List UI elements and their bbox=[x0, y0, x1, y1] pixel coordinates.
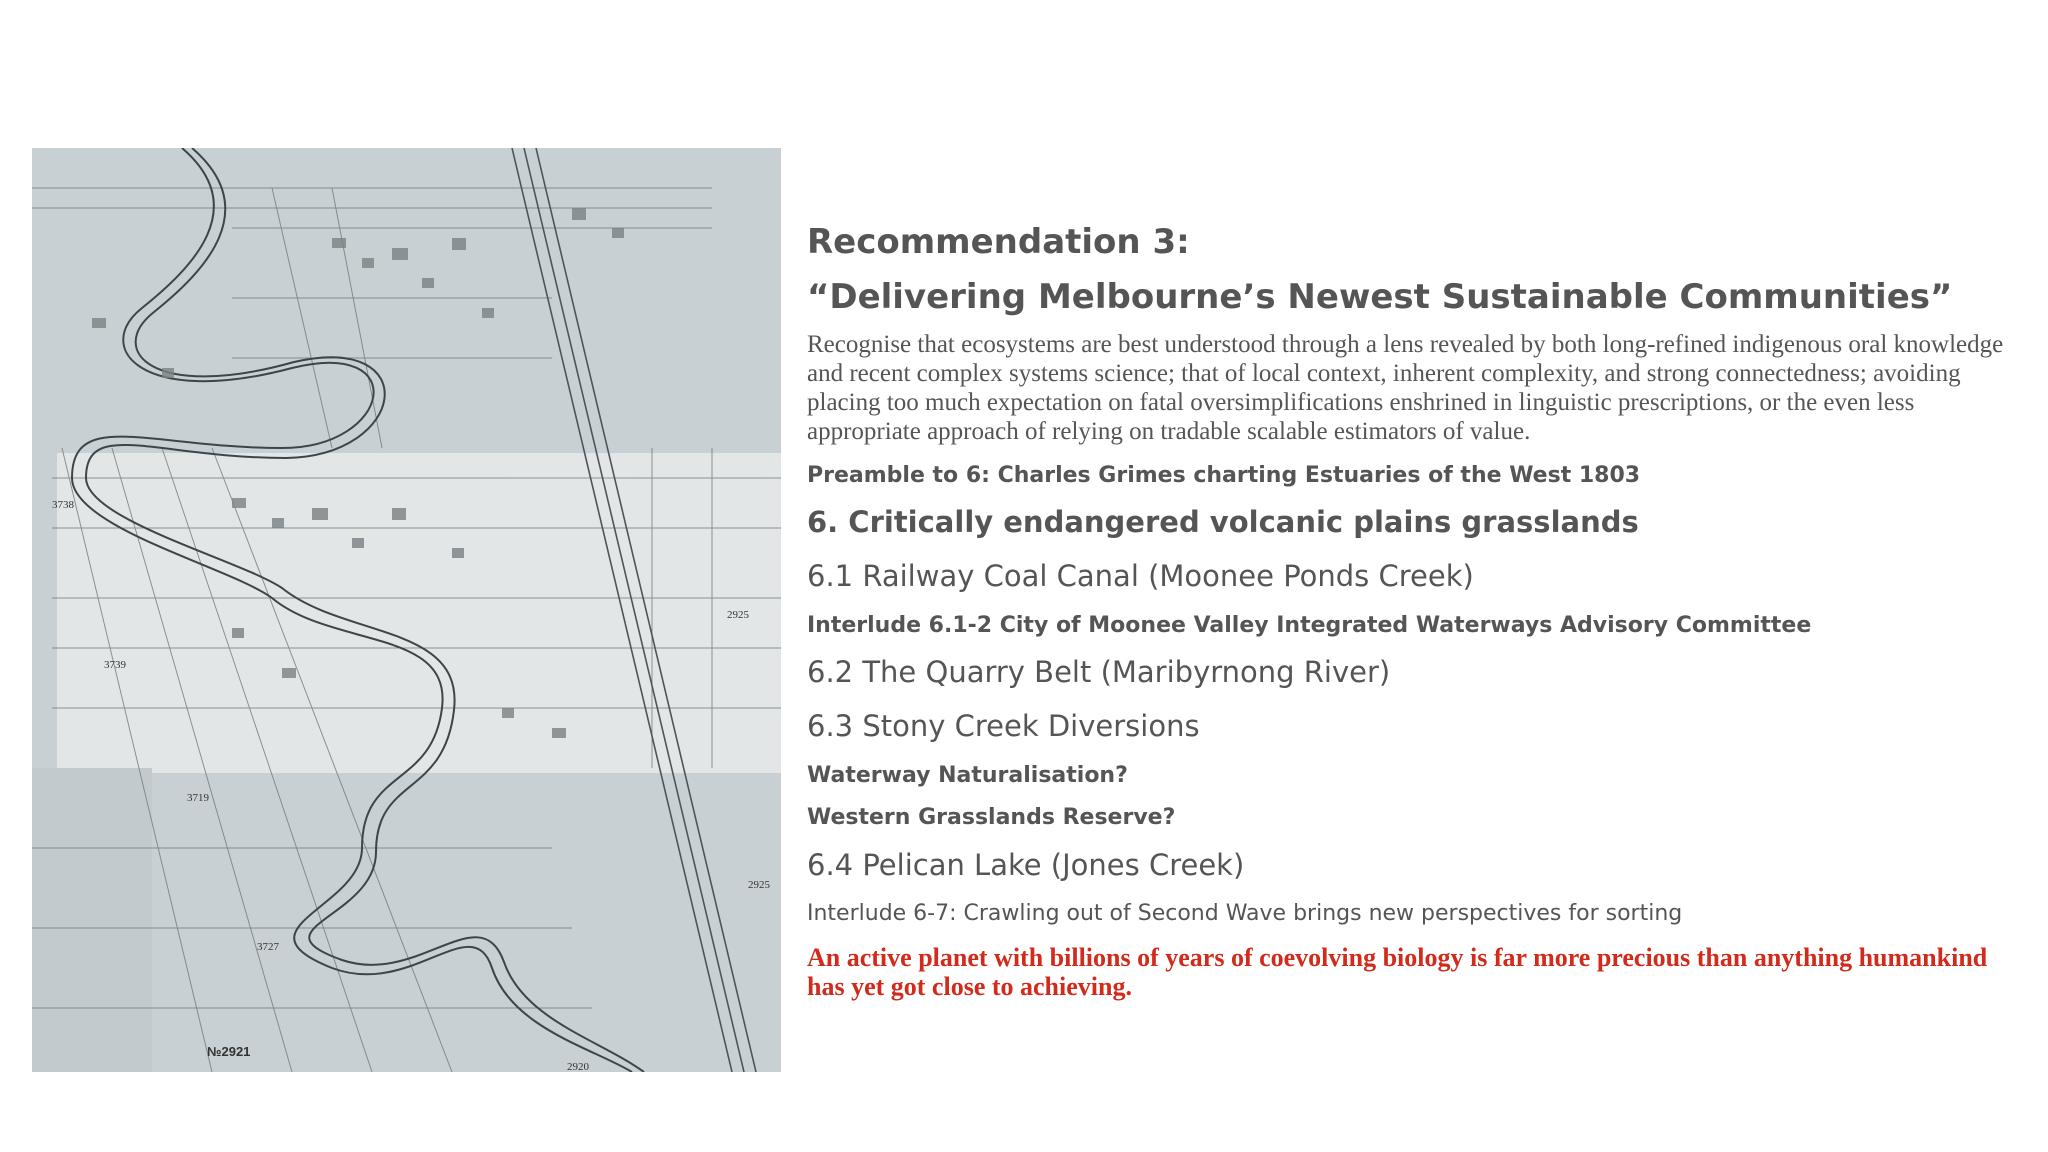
survey-map-drawing bbox=[32, 148, 781, 1072]
map-dark-overlay bbox=[32, 768, 152, 1072]
map-label: 2925 bbox=[727, 609, 749, 621]
toc-item-waterway-naturalisation: Waterway Naturalisation? bbox=[807, 762, 1128, 788]
map-label: 2925 bbox=[748, 879, 770, 891]
recommendation-subtitle: “Delivering Melbourne’s Newest Sustainable Communities” bbox=[807, 276, 1953, 317]
closing-statement: An active planet with billions of years of coevolving biology is far more precious than anything humankind has yet got close to achieving. bbox=[807, 943, 1988, 1001]
toc-item-interlude-6-7: Interlude 6-7: Crawling out of Second Wave brings new perspectives for sorting bbox=[807, 901, 1683, 927]
toc-item-preamble: Preamble to 6: Charles Grimes charting Estuaries of the West 1803 bbox=[807, 462, 1641, 488]
toc-item-western-grasslands: Western Grasslands Reserve? bbox=[807, 805, 1176, 831]
map-label: 3739 bbox=[104, 659, 126, 671]
toc-item-section-6-2: 6.2 The Quarry Belt (Maribyrnong River) bbox=[807, 655, 1391, 690]
map-label: №2921 bbox=[207, 1044, 251, 1059]
map-light-overlay bbox=[57, 453, 781, 773]
map-label: 3738 bbox=[52, 499, 74, 511]
toc-item-interlude-6-1-2: Interlude 6.1-2 City of Moonee Valley Integrated Waterways Advisory Committee bbox=[807, 612, 1812, 638]
recommendation-paragraph: Recognise that ecosystems are best understood through a lens revealed by both long-refined indigenous oral knowledge and recent complex systems science; that of local context, inherent complexity, and strong connectedness; avoiding placing too much expectation on fatal oversimplifications enshrined in linguistic prescriptions, or the even less appropriate approach of relying on tradable scalable estimators of value. bbox=[807, 330, 2004, 445]
map-label: 3719 bbox=[187, 792, 209, 804]
slide-text-column bbox=[807, 222, 2022, 1001]
toc-item-section-6: 6. Critically endangered volcanic plains grasslands bbox=[807, 505, 1639, 540]
map-label: 2920 bbox=[567, 1061, 589, 1072]
toc-item-section-6-3: 6.3 Stony Creek Diversions bbox=[807, 708, 1200, 743]
toc-item-section-6-1: 6.1 Railway Coal Canal (Moonee Ponds Creek) bbox=[807, 558, 1474, 593]
survey-map-image bbox=[32, 148, 781, 1072]
toc-item-section-6-4: 6.4 Pelican Lake (Jones Creek) bbox=[807, 847, 1245, 882]
recommendation-title: Recommendation 3: bbox=[807, 222, 1190, 262]
map-label: 3727 bbox=[257, 941, 279, 953]
